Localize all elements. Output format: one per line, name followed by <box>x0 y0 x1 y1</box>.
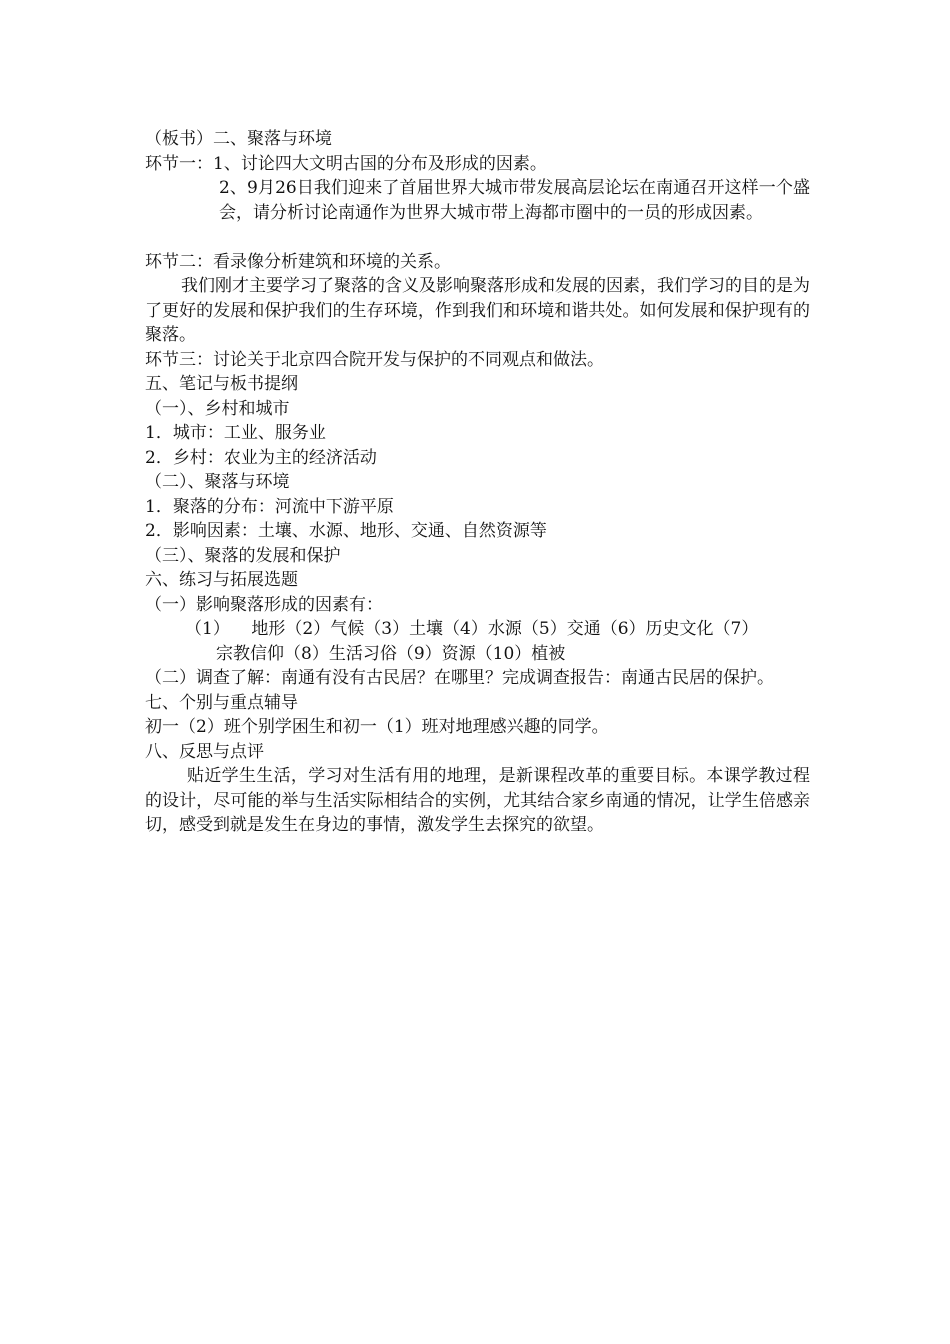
segment-two-paragraph: 我们刚才主要学习了聚落的含义及影响聚落形成和发展的因素，我们学习的目的是为了更好的发展和保护我们的生存环境，作到我们和环境和谐共处。如何发展和保护现有的聚落。 <box>145 276 810 345</box>
blank-line <box>145 225 810 250</box>
outline-item-distribution: 1．聚落的分布：河流中下游平原 <box>145 496 394 517</box>
section-six-heading: 六、练习与拓展选题 <box>145 570 298 590</box>
section-seven-heading: 七、个别与重点辅导 <box>145 692 298 713</box>
outline-item-city: 1．城市：工业、服务业 <box>145 423 326 443</box>
outline-item-factors: 2．影响因素：土壤、水源、地形、交通、自然资源等 <box>145 521 547 541</box>
segment-three-heading: 环节三：讨论关于北京四合院开发与保护的不同观点和做法。 <box>145 349 604 370</box>
exercise-1-options-row-2: 宗教信仰（8）生活习俗（9）资源（10）植被 <box>216 643 566 664</box>
exercise-1-options-row-1: （1） 地形（2）气候（3）土壤（4）水源（5）交通（6）历史文化（7） <box>185 619 759 639</box>
exercise-1-heading: （一）影响聚落形成的因素有： <box>145 594 383 615</box>
outline-sub-3: （三）、聚落的发展和保护 <box>145 545 341 566</box>
section-eight-heading: 八、反思与点评 <box>145 741 264 762</box>
segment-one-item-2: 2、9月26日我们迎来了首届世界大城市带发展高层论坛在南通召开这样一个盛会，请分析讨论南通作为世界大城市带上海都市圈中的一员的形成因素。 <box>219 178 810 223</box>
reflection-paragraph: 贴近学生生活，学习对生活有用的地理，是新课程改革的重要目标。本课学教过程的设计，尽可能的举与生活实际相结合的实例，尤其结合家乡南通的情况，让学生倍感亲切，感受到就是发生在身边的事情，激发学生去探究的欲望。 <box>145 766 810 835</box>
segment-two-heading: 环节二：看录像分析建筑和环境的关系。 <box>145 251 451 272</box>
tutoring-note: 初一（2）班个别学困生和初一（1）班对地理感兴趣的同学。 <box>145 717 609 737</box>
outline-item-village: 2．乡村：农业为主的经济活动 <box>145 447 377 468</box>
segment-one-item-1: 环节一：1、讨论四大文明古国的分布及形成的因素。 <box>145 153 547 174</box>
board-heading: （板书）二、聚落与环境 <box>145 129 332 149</box>
document-body <box>145 127 810 838</box>
exercise-2: （二）调查了解：南通有没有古民居？在哪里？完成调查报告：南通古民居的保护。 <box>145 668 774 688</box>
section-five-heading: 五、笔记与板书提纲 <box>145 374 298 394</box>
outline-sub-1: （一）、乡村和城市 <box>145 398 290 419</box>
outline-sub-2: （二）、聚落与环境 <box>145 472 290 492</box>
